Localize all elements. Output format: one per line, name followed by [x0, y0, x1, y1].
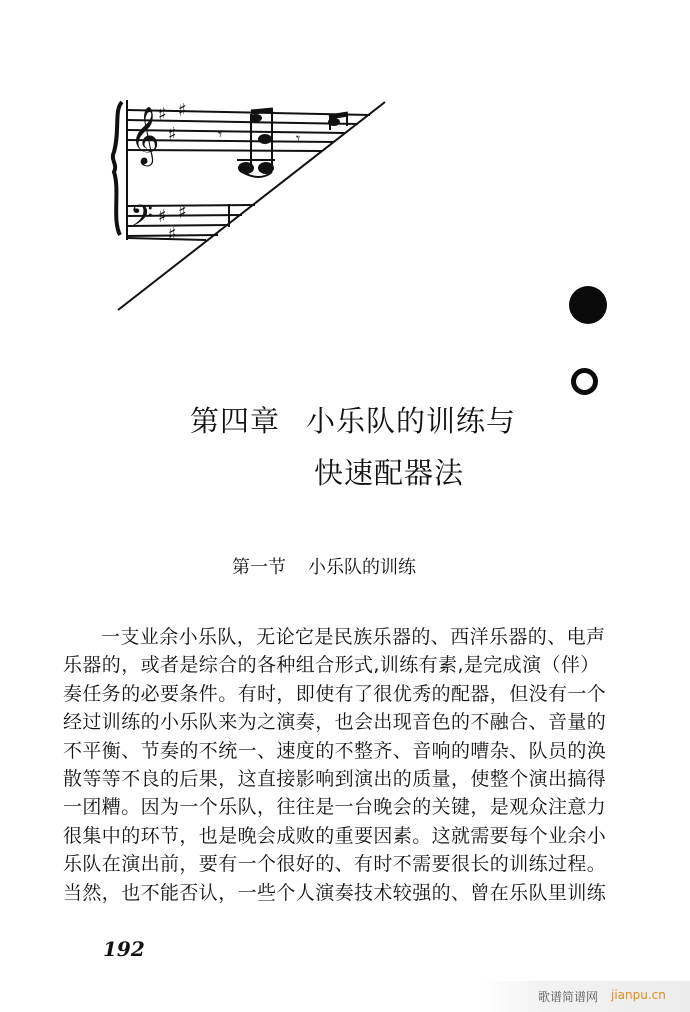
- notehead-icon: [238, 162, 254, 174]
- music-score-illustration: [100, 60, 400, 320]
- notehead-icon: [328, 118, 340, 126]
- brace-icon: [113, 102, 122, 235]
- eighth-rest-icon: 𝄾: [218, 125, 223, 144]
- sharp-icon: ♯: [168, 124, 177, 145]
- paragraph-line: 乐器的，或者是综合的各种组合形式,训练有素,是完成演（伴）: [63, 654, 600, 677]
- chapter-title-text: 小乐队的训练与: [306, 404, 517, 438]
- chapter-number: 第四章: [190, 404, 281, 438]
- body-paragraph: [63, 623, 673, 907]
- section-title: [232, 553, 416, 583]
- notehead-icon: [258, 134, 272, 144]
- hollow-circle-icon: [571, 368, 598, 395]
- chapter-title-line2: 快速配器法: [314, 456, 465, 490]
- chapter-title: [190, 395, 550, 499]
- paragraph-line: 散等等不良的后果，这直接影响到演出的质量，使整个演出搞得: [63, 767, 607, 790]
- paragraph-line: 奏任务的必要条件。有时，即使有了很优秀的配器，但没有一个: [63, 682, 607, 705]
- sharp-icon: ♯: [168, 224, 177, 245]
- watermark-text-en: jianpu.cn: [611, 988, 666, 1002]
- page-number: 192: [103, 937, 145, 961]
- paragraph-line: 不平衡、节奏的不统一、速度的不整齐、音响的嘈杂、队员的涣: [63, 739, 607, 762]
- paragraph-line: 经过训练的小乐队来为之演奏，也会出现音色的不融合、音量的: [63, 711, 607, 734]
- watermark-text-cn: 歌谱简谱网: [538, 990, 599, 1004]
- paragraph-line: 一团糟。因为一个乐队，往往是一台晚会的关键，是观众注意力: [63, 796, 607, 819]
- treble-clef-icon: 𝄞: [130, 106, 160, 164]
- chapter-title-line1: [190, 395, 550, 447]
- filled-circle-icon: [569, 286, 607, 324]
- paragraph-line: 乐队在演出前，要有一个很好的、有时不需要很长的训练过程。: [63, 853, 607, 876]
- paragraph-line: 很集中的环节，也是晚会成败的重要因素。这就需要每个业余小: [63, 824, 607, 847]
- section-title-text: 小乐队的训练: [308, 557, 416, 578]
- notehead-icon: [258, 162, 274, 174]
- watermark: [480, 981, 690, 1012]
- sharp-icon: ♯: [158, 104, 167, 125]
- paragraph-line: 一支业余小乐队，无论它是民族乐器的、西洋乐器的、电声: [101, 626, 606, 648]
- paragraph-line: 当然，也不能否认，一些个人演奏技术较强的、曾在乐队里训练: [63, 881, 607, 904]
- bass-clef-icon: 𝄢: [130, 200, 154, 241]
- eighth-rest-icon: 𝄾: [296, 129, 301, 148]
- notehead-icon: [250, 114, 262, 122]
- sharp-icon: ♯: [178, 202, 187, 223]
- sharp-icon: ♯: [158, 206, 167, 227]
- sharp-icon: ♯: [178, 100, 187, 121]
- section-number: 第一节: [232, 557, 286, 578]
